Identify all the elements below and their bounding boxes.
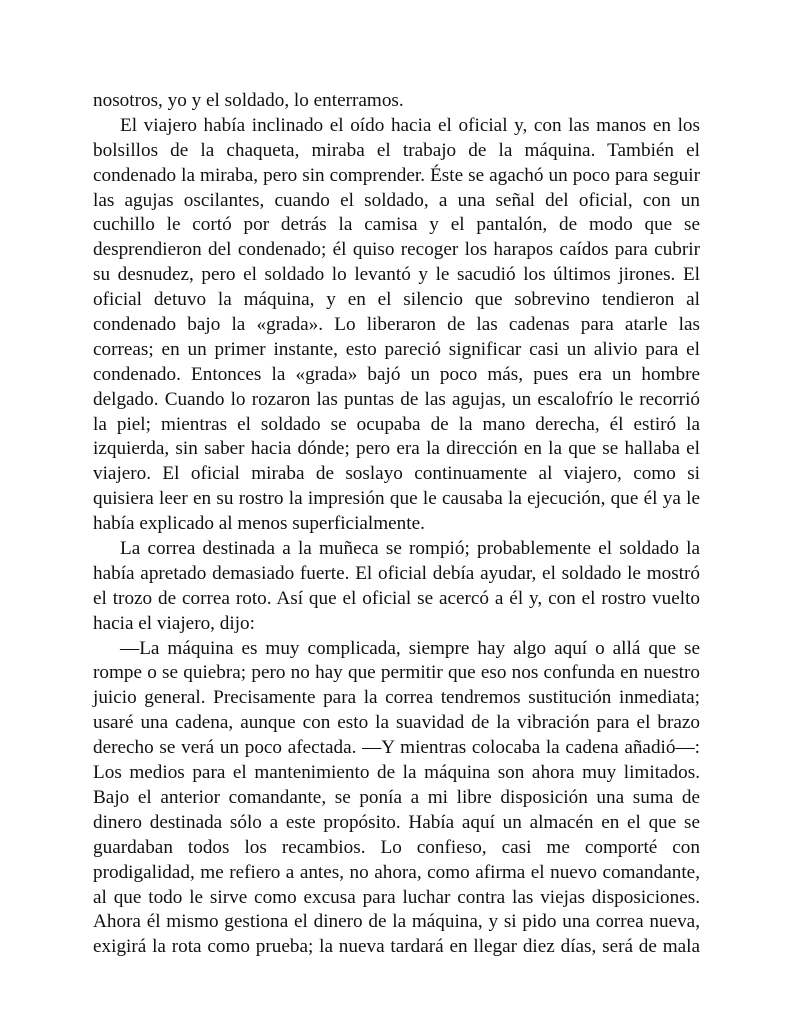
text-line: bolsillos de la chaqueta, miraba el trabajo de la máquina. También el — [93, 139, 700, 161]
text-line: quisiera leer en su rostro la impresión que le causaba la ejecución, que él ya le — [93, 488, 700, 510]
text-line: Bajo el anterior comandante, se ponía a mi libre disposición una suma de — [93, 786, 700, 808]
paragraph — [93, 637, 700, 961]
text-line: oficial detuvo la máquina, y en el silencio que sobrevino tendieron al — [93, 289, 700, 311]
text-line: La correa destinada a la muñeca se rompió; probablemente el soldado la — [120, 538, 700, 560]
text-line: Los medios para el mantenimiento de la máquina son ahora muy limitados. — [93, 762, 700, 784]
text-line: juicio general. Precisamente para la correa tendremos sustitución inmediata; — [93, 687, 700, 709]
text-line: al que todo le sirve como excusa para luchar contra las viejas disposiciones. — [93, 886, 700, 908]
paragraph — [93, 114, 700, 537]
text-line: guardaban todos los recambios. Lo confieso, casi me comporté con — [93, 836, 700, 858]
text-line: la piel; mientras el soldado se ocupaba de la mano derecha, él estiró la — [93, 413, 700, 435]
text-line: había explicado al menos superficialmente. — [93, 513, 425, 535]
text-line: viajero. El oficial miraba de soslayo continuamente al viajero, como si — [93, 463, 700, 485]
text-line: delgado. Cuando lo rozaron las puntas de las agujas, un escalofrío le recorrió — [93, 388, 700, 410]
text-line: izquierda, sin saber hacia dónde; pero era la dirección en la que se hallaba el — [93, 438, 700, 460]
text-line: condenado la miraba, pero sin comprender. Éste se agachó un poco para seguir — [93, 164, 700, 186]
text-line: condenado. Entonces la «grada» bajó un poco más, pues era un hombre — [93, 363, 700, 385]
text-line: rompe o se quiebra; pero no hay que permitir que eso nos confunda en nuestro — [93, 662, 700, 684]
text-line: hacia el viajero, dijo: — [93, 612, 255, 634]
document-page — [93, 89, 700, 960]
text-line: usaré una cadena, aunque con esto la suavidad de la vibración para el brazo — [93, 712, 700, 734]
text-line: su desnudez, pero el soldado lo levantó y le sacudió los últimos jirones. El — [93, 264, 700, 286]
text-line: Ahora él mismo gestiona el dinero de la máquina, y si pido una correa nueva, — [93, 911, 700, 933]
text-line: desprendieron del condenado; él quiso recoger los harapos caídos para cubrir — [93, 239, 700, 261]
text-line: condenado bajo la «grada». Lo liberaron de las cadenas para atarle las — [93, 314, 700, 336]
text-line: correas; en un primer instante, esto pareció significar casi un alivio para el — [93, 338, 700, 360]
text-line: las agujas oscilantes, cuando el soldado, a una señal del oficial, con un — [93, 189, 700, 211]
text-line: el trozo de correa roto. Así que el oficial se acercó a él y, con el rostro vuelto — [93, 587, 700, 609]
paragraph — [93, 89, 700, 114]
text-line: derecho se verá un poco afectada. —Y mientras colocaba la cadena añadió—: — [93, 737, 700, 759]
text-line: había apretado demasiado fuerte. El oficial debía ayudar, el soldado le mostró — [93, 562, 700, 584]
text-line: —La máquina es muy complicada, siempre hay algo aquí o allá que se — [120, 637, 700, 659]
text-line: nosotros, yo y el soldado, lo enterramos. — [93, 90, 404, 111]
text-line: El viajero había inclinado el oído hacia el oficial y, con las manos en los — [120, 114, 700, 136]
paragraph — [93, 537, 700, 637]
text-line: prodigalidad, me refiero a antes, no ahora, como afirma el nuevo comandante, — [93, 861, 700, 883]
text-line: dinero destinada sólo a este propósito. Había aquí un almacén en el que se — [93, 811, 700, 833]
text-line: exigirá la rota como prueba; la nueva tardará en llegar diez días, será de mala — [93, 936, 700, 958]
text-line: cuchillo le cortó por detrás la camisa y el pantalón, de modo que se — [93, 214, 700, 236]
